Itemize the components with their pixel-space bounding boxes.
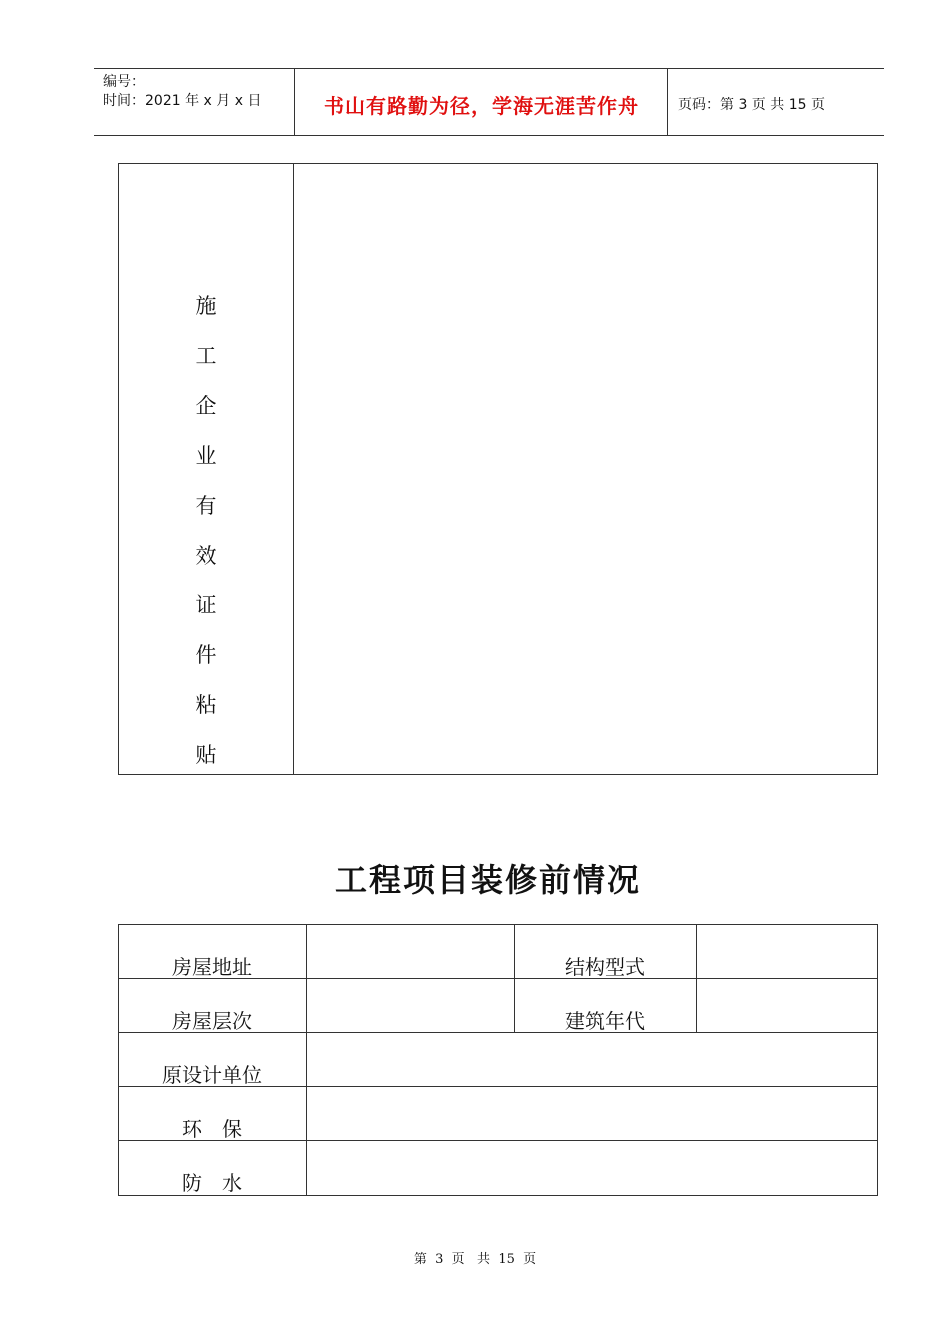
document-time-label: 时间：2021 年 x 月 x 日 [103,93,262,109]
construction-year-field[interactable] [697,979,877,1032]
section-title: 工程项目装修前情况 [334,861,641,899]
certificate-label-char: 效 [195,544,217,568]
construction-year-label: 建筑年代 [565,1009,645,1033]
certificate-label-char: 件 [195,643,217,667]
environmental-label: 环 保 [182,1117,242,1141]
certificate-label-char: 业 [195,444,217,468]
header-divider [667,69,668,136]
structure-type-field[interactable] [697,925,877,978]
certificate-paste-area[interactable] [294,164,877,774]
certificate-label-char: 证 [195,593,217,617]
house-floors-label: 房屋层次 [172,1009,252,1033]
house-address-label: 房屋地址 [172,955,252,979]
header-top-rule [94,68,884,69]
page-footer: 第 3 页 共 15 页 [413,1252,537,1267]
structure-type-label: 结构型式 [565,955,645,979]
original-designer-field[interactable] [307,1033,877,1086]
certificate-label-char: 有 [195,494,217,518]
environmental-field[interactable] [307,1087,877,1140]
header-bottom-rule [94,135,884,136]
certificate-label-char: 工 [195,344,217,368]
certificate-label-char: 企 [195,394,217,418]
certificate-label-char: 粘 [195,693,217,717]
certificate-label-char: 施 [195,294,217,318]
header-motto: 书山有路勤为径，学海无涯苦作舟 [324,94,639,118]
waterproofing-field[interactable] [307,1141,877,1195]
original-designer-label: 原设计单位 [162,1063,262,1087]
certificate-label-char: 贴 [195,743,217,767]
page-number-label: 页码：第 3 页 共 15 页 [678,97,825,113]
house-floors-field[interactable] [307,979,514,1032]
document-number-label: 编号： [103,74,145,90]
house-address-field[interactable] [307,925,514,978]
waterproofing-label: 防 水 [182,1171,242,1195]
header-divider [294,69,295,136]
